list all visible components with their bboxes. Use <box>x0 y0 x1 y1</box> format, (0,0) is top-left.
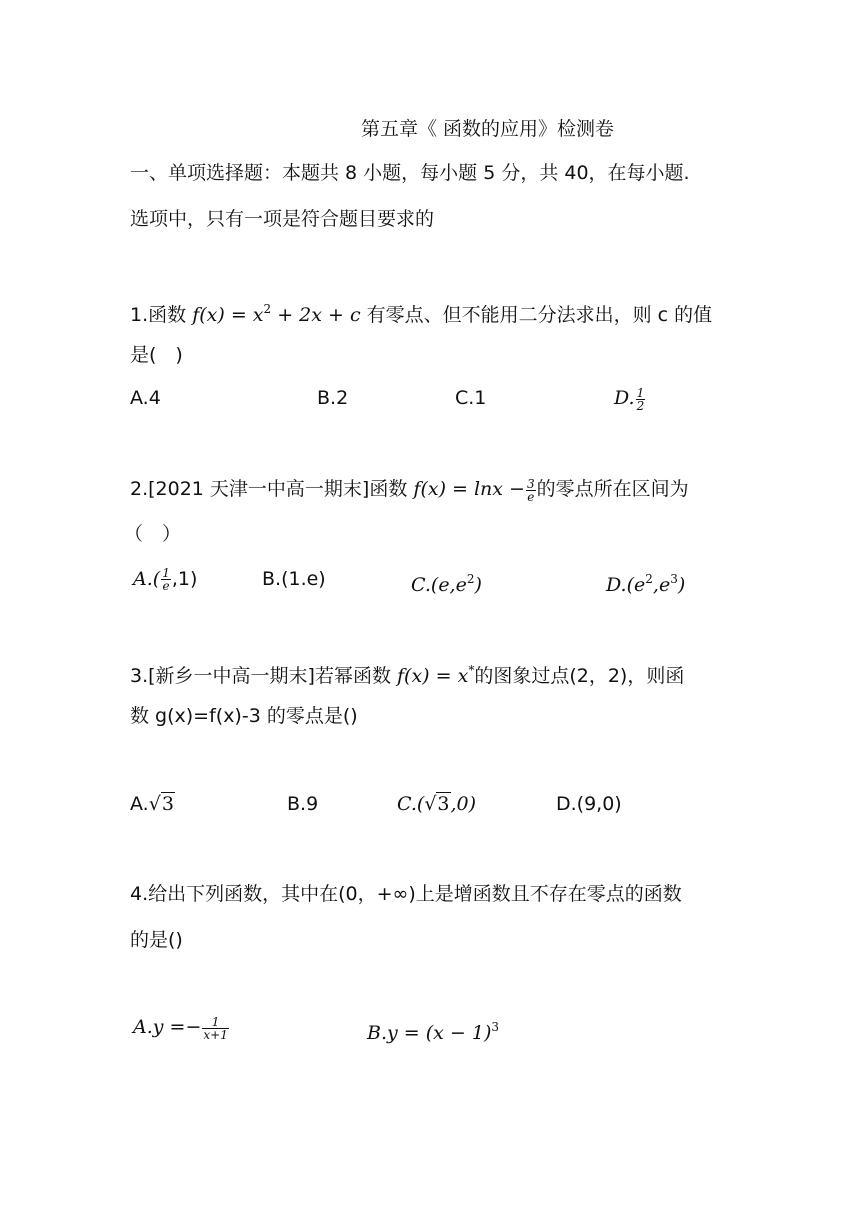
question-4-stem-line-2: 的是() <box>130 929 183 951</box>
question-1-stem-line-2: 是( ) <box>130 344 183 366</box>
question-3-prefix: 3.[新乡一中高一期末]若幂函数 <box>130 665 391 687</box>
question-3-stem-line-2: 数 g(x)=f(x)-3 的零点是() <box>130 705 358 727</box>
question-2-formula: f(x) = lnx − $\frac{3}{e}$ <box>413 476 535 504</box>
question-2-prefix: 2.[2021 天津一中高一期末]函数 <box>130 478 408 500</box>
question-1-suffix: 有零点、但不能用二分法求出，则 c 的值 <box>366 304 713 326</box>
section-instructions-line-1: 一、单项选择题：本题共 8 小题，每小题 5 分，共 40，在每小题. <box>130 162 690 184</box>
question-4-option-a: A.y =− $\frac{1}{x+1}$ <box>133 1014 228 1042</box>
question-3-stem <box>130 657 684 689</box>
question-1-option-b: B.2 <box>317 387 349 409</box>
question-3-option-c: C.(√3,0) <box>397 793 477 815</box>
question-1-option-d: D. $\frac{1}{2}$ <box>614 385 645 413</box>
question-1-prefix: 1.函数 <box>130 304 187 326</box>
question-2-option-b: B.(1.e) <box>262 568 326 590</box>
page-title: 第五章《 函数的应用》检测卷 <box>361 118 615 140</box>
question-2-stem <box>130 476 689 503</box>
question-2-stem-line-2: （ ） <box>124 523 182 545</box>
question-1-option-d-fraction: $\frac{1}{2}$ <box>636 385 645 413</box>
question-2-suffix: 的零点所在区间为 <box>536 478 689 500</box>
question-4-stem: 4.给出下列函数，其中在(0，+∞)上是增函数且不存在零点的函数 <box>130 883 682 905</box>
question-3-suffix: 的图象过点(2，2)，则函 <box>474 665 685 687</box>
question-3-option-a: A.√3 <box>130 793 174 815</box>
question-2-option-c: $C.(e,e^2)$ <box>411 572 482 596</box>
question-2-option-d: $D.(e^2,e^3)$ <box>606 572 686 596</box>
question-3-formula: f(x) = x* <box>397 663 475 687</box>
question-1-formula: $f(x) = x^2 + 2x + c$ <box>192 302 361 326</box>
question-4-option-b: $B.y = (x - 1)^3$ <box>367 1020 500 1044</box>
question-2-option-a: A.( $\frac{1}{e}$ ,1) <box>133 566 198 593</box>
question-1-option-c: C.1 <box>455 387 487 409</box>
question-3-option-b: B.9 <box>287 793 319 815</box>
question-3-option-d: D.(9,0) <box>556 793 622 815</box>
question-1-stem <box>130 296 712 328</box>
section-instructions-line-2: 选项中，只有一项是符合题目要求的 <box>130 208 435 230</box>
question-1-option-a: A.4 <box>130 387 161 409</box>
